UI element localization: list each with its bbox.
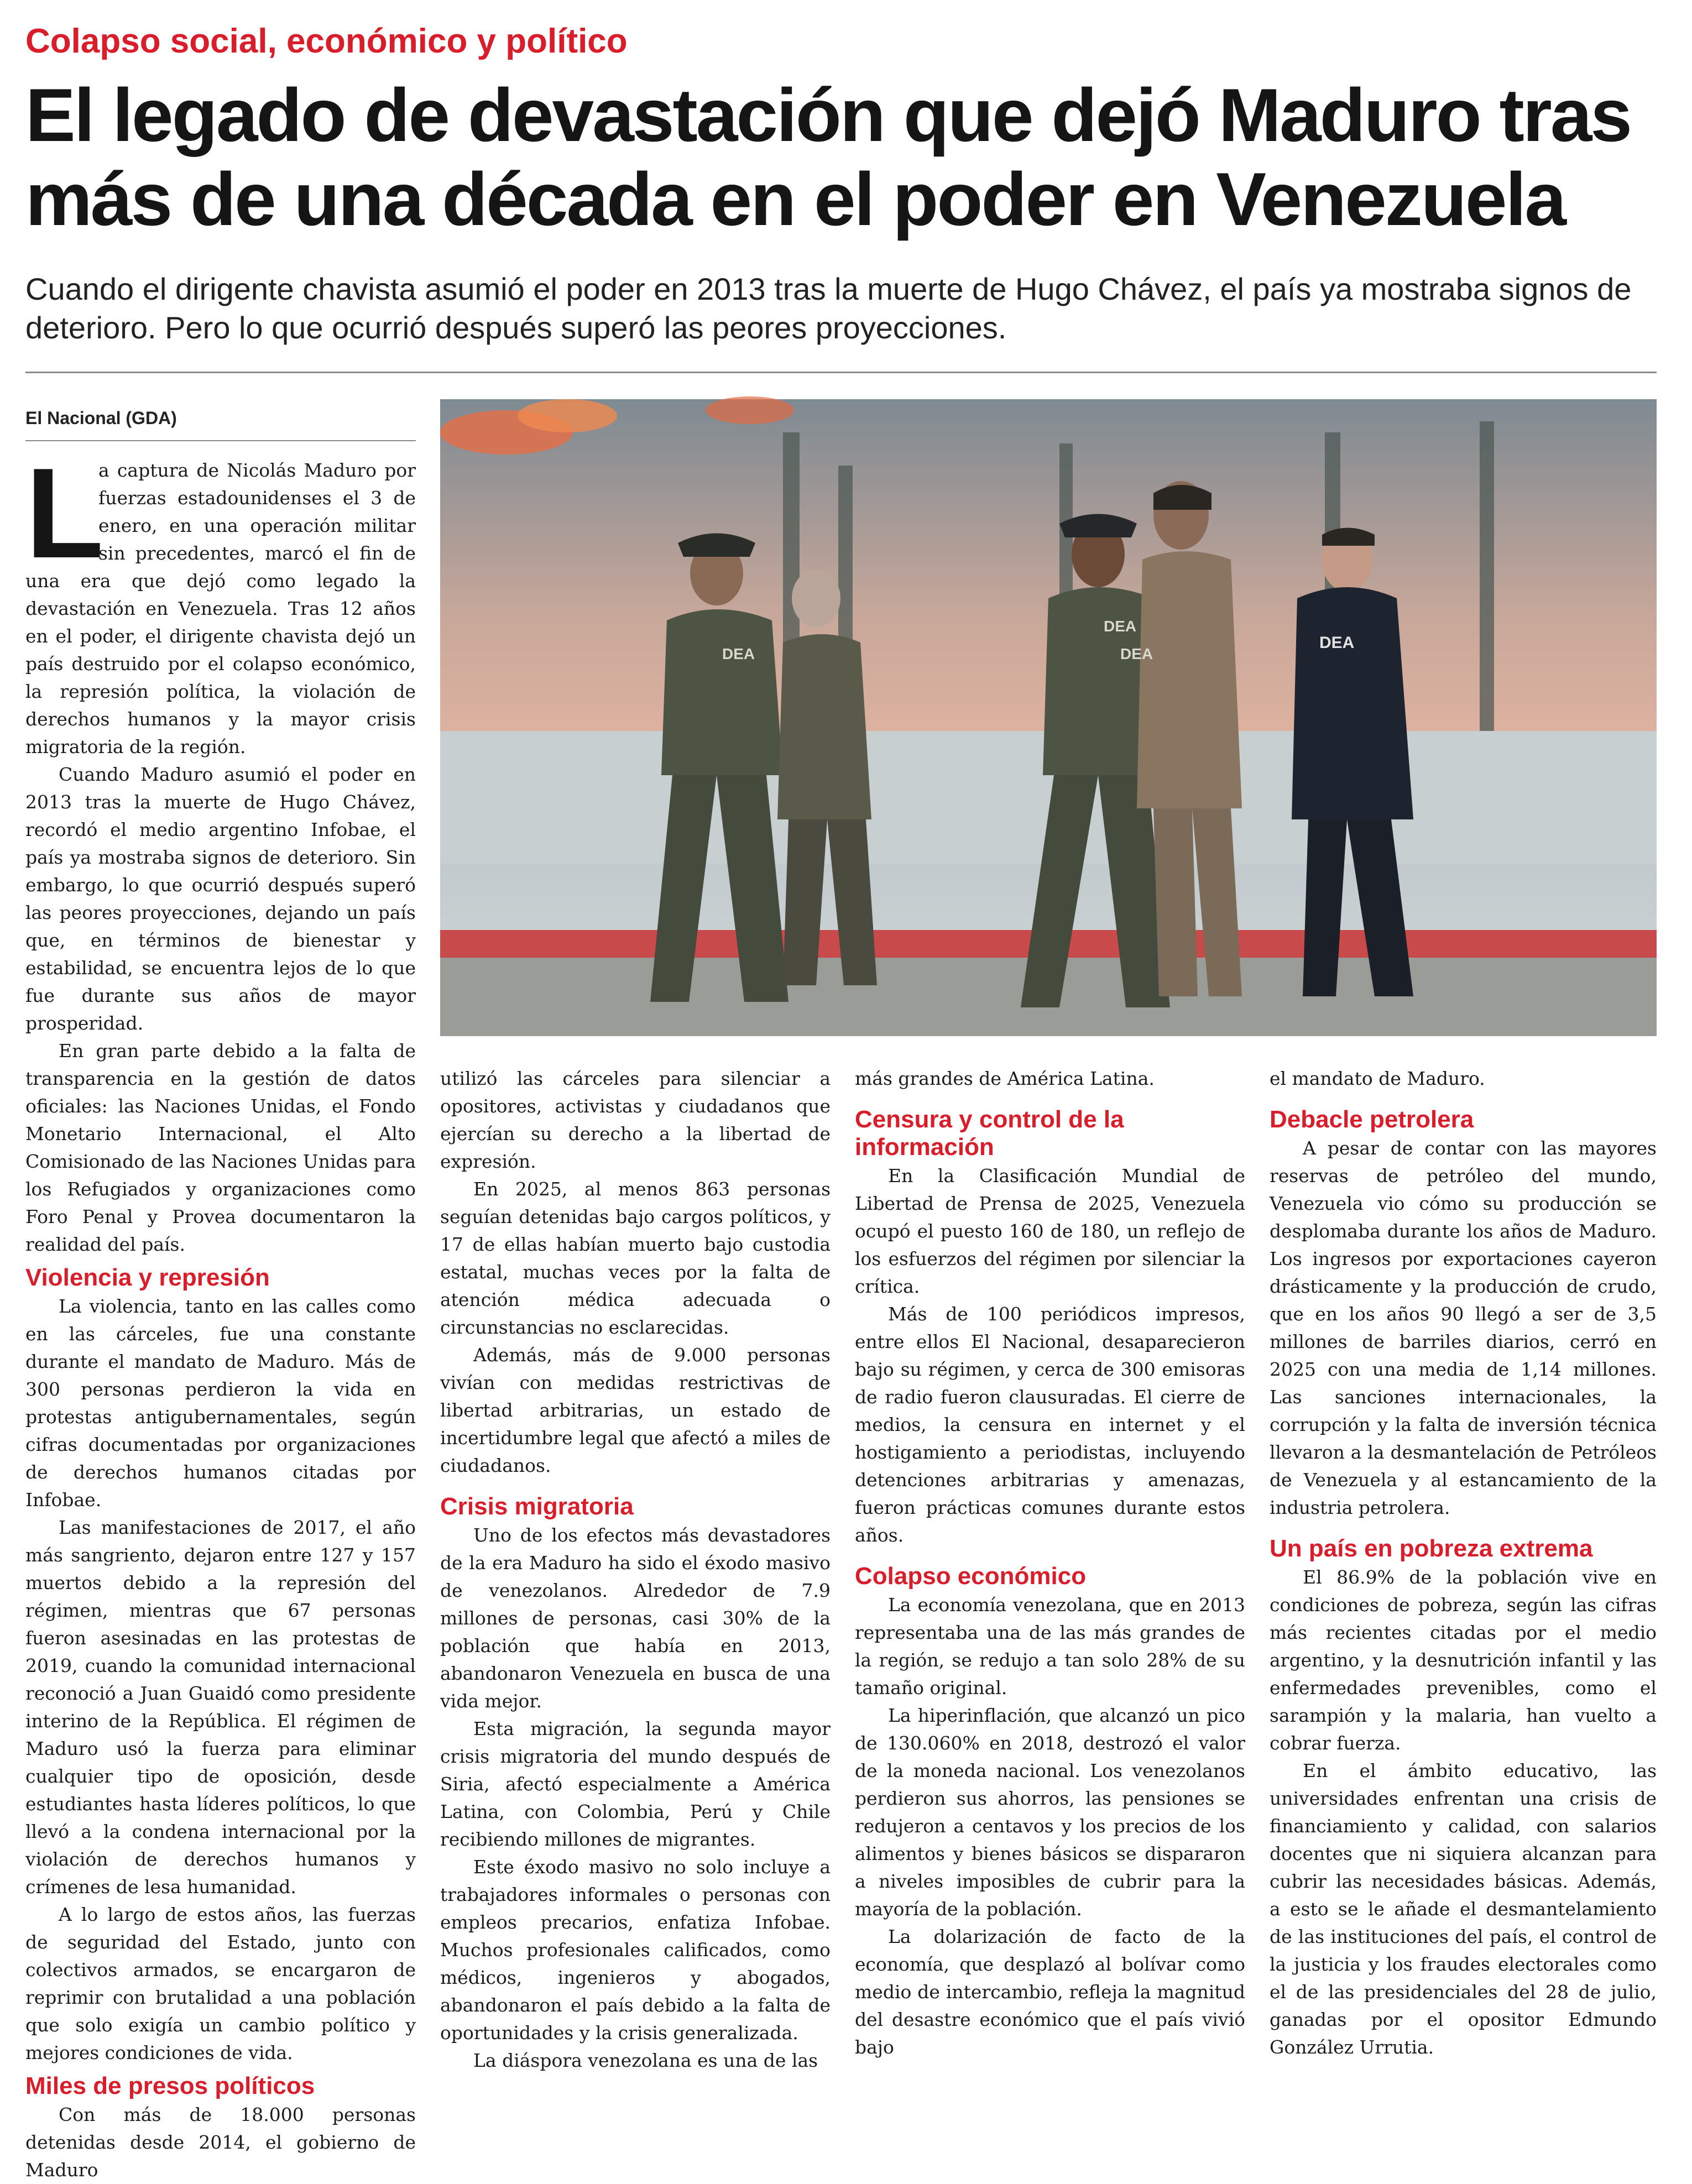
migracion-paragraph-2: Esta migración, la segunda mayor crisis migratoria del mundo después de Siria, afectó especialmente a América Latina, con Colombia, Perú y Chile recibiendo millones de migrantes. [440, 1718, 831, 1850]
violencia-paragraph-1: La violencia, tanto en las calles como en las cárceles, fue una constante durante el mandato de Maduro. Más de 300 personas perdieron la vida en protestas antigubernamentales, según cifras documentadas por organizaciones de derechos humanos citadas por Infobae. [25, 1295, 416, 1511]
header-divider [25, 372, 1657, 373]
censura-paragraph-2: Más de 100 periódicos impresos, entre ellos El Nacional, desaparecieron bajo su régimen, y cerca de 300 emisoras de radio fueron clausuradas. El cierre de medios, la censura en internet y el hostigamiento a periodistas, incluyendo detenciones arbitrarias y amenazas, fueron prácticas comunes durante estos años. [855, 1303, 1245, 1546]
vest-label-3: DEA [1120, 645, 1153, 662]
drop-cap: L [25, 442, 104, 585]
economia-paragraph-3a: La dolarización de facto de la economía, que desplazó al bolívar como medio de intercambio, refleja la magnitud del desastre económico que el país vivió bajo [855, 1926, 1245, 2058]
petroleo-paragraph-1: A pesar de contar con las mayores reservas de petróleo del mundo, Venezuela vio cómo su producción se desplomaba durante los años de Maduro. Los ingresos por exportaciones cayeron drásticamente y la producción de crudo, que en los años 90 llegó a ser de 3,5 millones de barriles diarios, cerró en 2025 con una media de 1,14 millones. Las sanciones internacionales, la corrupción y la falta de inversión técnica llevaron a la desmantelación de Petróleos de Venezuela y al estancamiento de la industria petrolera. [1270, 1137, 1657, 1518]
article-column-4 [1270, 1065, 1657, 2058]
intro-paragraph [25, 442, 416, 761]
presos-paragraph-1b: utilizó las cárceles para silenciar a opositores, activistas y ciudadanos que ejercían su derecho a la libertad de expresión. [440, 1068, 831, 1172]
section-heading-pobreza: Un país en pobreza extrema [1270, 1535, 1593, 1562]
presos-paragraph-1a: Con más de 18.000 personas detenidas desde 2014, el gobierno de Maduro [25, 2104, 416, 2181]
migracion-paragraph-1: Uno de los efectos más devastadores de la era Maduro ha sido el éxodo masivo de venezolanos. Alrededor de 7.9 millones de personas, casi 30% de la población que había en 2013, abandonaron Venezuela en busca de una vida mejor. [440, 1524, 831, 1712]
section-heading-presos: Miles de presos políticos [25, 2072, 315, 2099]
violencia-paragraph-3: A lo largo de estos años, las fuerzas de seguridad del Estado, junto con colectivos armados, se encargaron de reprimir con brutalidad a una población que solo exigía un cambio político y mejores condiciones de vida. [25, 1904, 416, 2063]
migracion-paragraph-4b: más grandes de América Latina. [855, 1068, 1155, 1089]
economia-paragraph-2: La hiperinflación, que alcanzó un pico de 130.060% en 2018, destrozó el valor de la moneda nacional. Los venezolanos perdieron sus ahorros, las pensiones se redujeron a centavos y los precios de los alimentos y bienes básicos se dispararon a niveles imposibles de cubrir para la mayoría de la población. [855, 1705, 1245, 1920]
violencia-paragraph-2: Las manifestaciones de 2017, el año más sangriento, dejaron entre 127 y 157 muertos debido a la represión del régimen, mientras que 67 personas fueron asesinadas en las protestas de 2019, cuando la comunidad internacional reconoció a Juan Guaidó como presidente interino de la República. El régimen de Maduro usó la fuerza para eliminar cualquier tipo de oposición, desde estudiantes hasta líderes políticos, lo que llevó a la condena internacional por la violación de derechos humanos y crímenes de lesa humanidad. [25, 1517, 416, 1898]
byline-divider [25, 440, 416, 441]
vest-label-1: DEA [722, 645, 755, 662]
article-deck: Cuando el dirigente chavista asumió el poder en 2013 tras la muerte de Hugo Chávez, el país ya mostraba signos de deterioro. Pero lo que ocurrió después superó las peores proyecciones. [25, 271, 1632, 345]
pobreza-paragraph-2: En el ámbito educativo, las universidades enfrentan una crisis de financiamiento y calidad, con salarios docentes que ni siquiera alcanzan para cubrir las necesidades básicas. Además, a esto se le añade el desmantelamiento de las instituciones del país, el control de la justicia y los fraudes electorales como el de las presidenciales del 28 de julio, ganadas por el opositor Edmundo González Urrutia. [1270, 1760, 1657, 2058]
intro-text: a captura de Nicolás Maduro por fuerzas estadounidenses el 3 de enero, en una operación militar sin precedentes, marcó el fin de una era que dejó como legado la devastación en Venezuela. Tras 12 años en el poder, el dirigente chavista dejó un país destruido por el colapso económico, la represión política, la violación de derechos humanos y la mayor crisis migratoria de la región. [25, 459, 416, 757]
section-heading-migracion: Crisis migratoria [440, 1493, 634, 1520]
section-heading-economia: Colapso económico [855, 1563, 1087, 1590]
intro-paragraph-2: Cuando Maduro asumió el poder en 2013 tras la muerte de Hugo Chávez, recordó el medio argentino Infobae, el país ya mostraba signos de deterioro. Sin embargo, lo que ocurrió después superó las peores proyecciones, dejando un país que, en términos de bienestar y estabilidad, se encuentra lejos de lo que fue durante sus años de mayor prosperidad. [25, 764, 416, 1034]
presos-paragraph-2: En 2025, al menos 863 personas seguían detenidas bajo cargos políticos, y 17 de ellas habían muerto bajo custodia estatal, muchas veces por la falta de atención médica adecuada o circunstancias no esclarecidas. [440, 1178, 831, 1338]
article-column-3 [855, 1065, 1245, 2058]
vest-label-4: DEA [1319, 634, 1355, 652]
article-column-1 [25, 442, 416, 2181]
section-heading-censura: Censura y control de la información [855, 1106, 1124, 1161]
economia-paragraph-1: La economía venezolana, que en 2013 representaba una de las más grandes de la región, se redujo a tan solo 28% de su tamaño original. [855, 1594, 1245, 1699]
economia-paragraph-3b: el mandato de Maduro. [1270, 1068, 1485, 1089]
article-byline: El Nacional (GDA) [25, 408, 177, 428]
vest-label-2: DEA [1104, 618, 1137, 635]
article-kicker: Colapso social, económico y político [25, 22, 628, 60]
intro-paragraph-3: En gran parte debido a la falta de transparencia en la gestión de datos oficiales: las Naciones Unidas, el Fondo Monetario Internacional, el Alto Comisionado de las Naciones Unidas para los Refugiados y organizaciones como Foro Penal y Provea documentaron la realidad del país. [25, 1040, 416, 1255]
pobreza-paragraph-1: El 86.9% de la población vive en condiciones de pobreza, según las cifras más recientes citadas por el medio argentino, y la desnutrición infantil y las enfermedades prevenibles, como el sarampión y la malaria, han vuelto a cobrar fuerza. [1270, 1566, 1657, 1754]
article-column-2 [440, 1065, 831, 2071]
article-headline: El legado de devastación que dejó Maduro tras más de una década en el poder en Venezuela [25, 73, 1631, 241]
photo-illustration [440, 399, 1657, 1036]
censura-paragraph-1: En la Clasificación Mundial de Libertad de Prensa de 2025, Venezuela ocupó el puesto 160 de 180, un reflejo de los esfuerzos del régimen por silenciar la crítica. [855, 1165, 1245, 1297]
migracion-paragraph-4a: La diáspora venezolana es una de las [473, 2050, 818, 2071]
migracion-paragraph-3: Este éxodo masivo no solo incluye a trabajadores informales o personas con empleos precarios, enfatiza Infobae. Muchos profesionales calificados, como médicos, ingenieros y abogados, abandonaron el país debido a la falta de oportunidades y la crisis generalizada. [440, 1856, 831, 2044]
section-heading-petroleo: Debacle petrolera [1270, 1106, 1474, 1133]
presos-paragraph-3: Además, más de 9.000 personas vivían con medidas restrictivas de libertad arbitrarias, un estado de incertidumbre legal que afectó a miles de ciudadanos. [440, 1344, 831, 1476]
article-photo [440, 399, 1657, 1036]
section-heading-violencia: Violencia y represión [25, 1264, 270, 1291]
